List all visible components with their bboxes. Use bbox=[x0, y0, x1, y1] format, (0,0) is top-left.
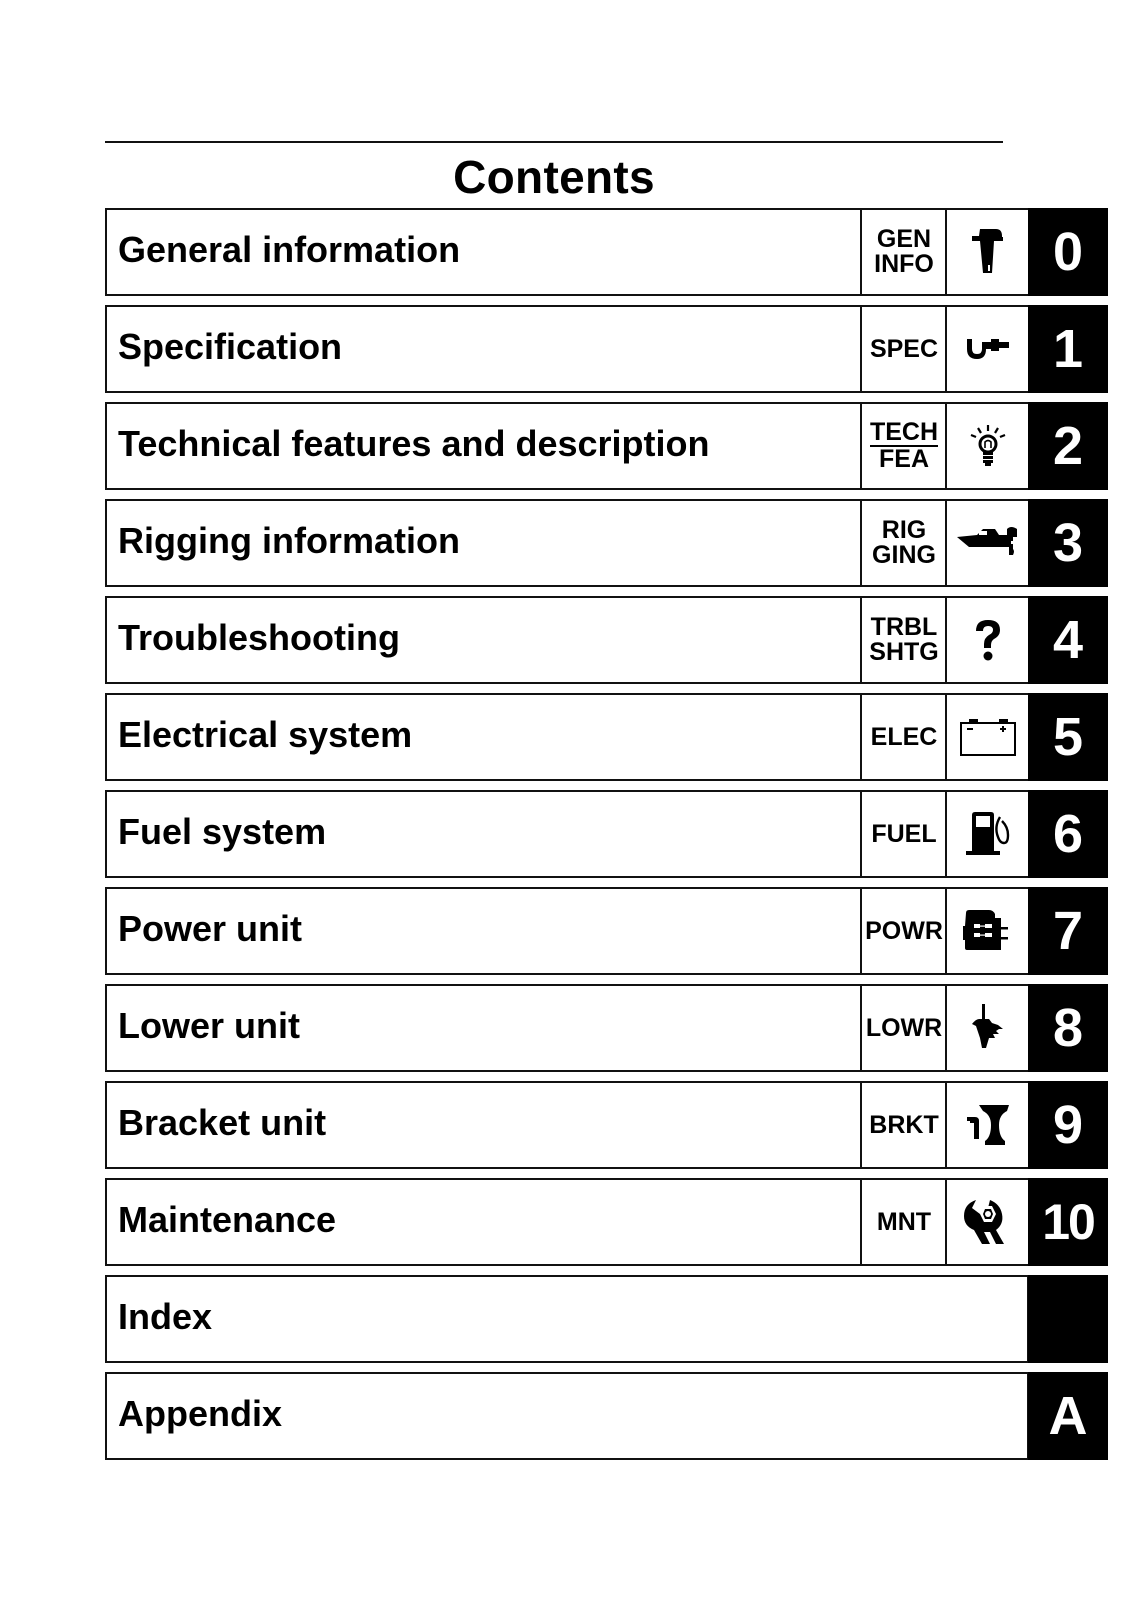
section-code bbox=[860, 1081, 946, 1169]
section-tab[interactable]: 3 bbox=[1028, 499, 1108, 587]
section-code bbox=[860, 1178, 946, 1266]
fuel-pump-icon bbox=[964, 811, 1012, 857]
section-icon-cell bbox=[945, 402, 1029, 490]
section-tab[interactable] bbox=[1028, 1275, 1108, 1363]
section-tab[interactable]: A bbox=[1028, 1372, 1108, 1460]
light-bulb-icon bbox=[969, 424, 1007, 468]
section-title[interactable]: Maintenance bbox=[105, 1178, 861, 1266]
section-icon-cell bbox=[945, 305, 1029, 393]
section-code-line1: FUEL bbox=[871, 819, 937, 848]
wrench-nut-icon bbox=[962, 1198, 1014, 1246]
section-tab[interactable]: 9 bbox=[1028, 1081, 1108, 1169]
section-code-line2: INFO bbox=[874, 250, 934, 278]
section-title[interactable]: Electrical system bbox=[105, 693, 861, 781]
bracket-icon bbox=[965, 1103, 1011, 1147]
toc-row-lower-unit[interactable] bbox=[105, 984, 1108, 1072]
section-tab[interactable]: 7 bbox=[1028, 887, 1108, 975]
micrometer-icon bbox=[965, 336, 1011, 362]
section-title[interactable]: Index bbox=[105, 1275, 1029, 1363]
section-title[interactable]: Troubleshooting bbox=[105, 596, 861, 684]
section-tab[interactable]: 6 bbox=[1028, 790, 1108, 878]
section-tab[interactable]: 10 bbox=[1028, 1178, 1108, 1266]
section-code-line1: GEN bbox=[876, 225, 932, 253]
section-icon-cell bbox=[945, 1081, 1029, 1169]
section-icon-cell bbox=[945, 208, 1029, 296]
toc-row-bracket-unit[interactable] bbox=[105, 1081, 1108, 1169]
section-title[interactable]: Technical features and description bbox=[105, 402, 861, 490]
toc-row-rigging-information[interactable] bbox=[105, 499, 1108, 587]
section-code-line1: TECH bbox=[869, 418, 939, 446]
section-code-line2: FEA bbox=[879, 445, 929, 473]
section-tab[interactable]: 1 bbox=[1028, 305, 1108, 393]
section-code-line1: RIG bbox=[881, 516, 927, 544]
toc-row-power-unit[interactable] bbox=[105, 887, 1108, 975]
toc-row-general-information[interactable] bbox=[105, 208, 1108, 296]
section-title[interactable]: Appendix bbox=[105, 1372, 1029, 1460]
section-icon-cell bbox=[945, 790, 1029, 878]
section-title[interactable]: Fuel system bbox=[105, 790, 861, 878]
toc-row-technical-features[interactable] bbox=[105, 402, 1108, 490]
section-code-line1: MNT bbox=[876, 1207, 932, 1236]
section-title[interactable]: Lower unit bbox=[105, 984, 861, 1072]
section-code bbox=[860, 984, 946, 1072]
section-icon-cell bbox=[945, 887, 1029, 975]
toc-row-maintenance[interactable] bbox=[105, 1178, 1108, 1266]
section-tab[interactable]: 2 bbox=[1028, 402, 1108, 490]
section-code bbox=[860, 790, 946, 878]
section-code-line2: SHTG bbox=[869, 638, 939, 666]
section-code-line1: LOWR bbox=[865, 1013, 943, 1042]
section-icon-cell bbox=[945, 984, 1029, 1072]
section-icon-cell bbox=[945, 499, 1029, 587]
section-code-line2: GING bbox=[872, 541, 936, 569]
section-icon-cell bbox=[945, 596, 1029, 684]
page-title: Contents bbox=[453, 151, 655, 203]
section-code-line1: BRKT bbox=[869, 1110, 939, 1139]
question-mark-icon bbox=[972, 618, 1004, 662]
toc-row-index[interactable] bbox=[105, 1275, 1108, 1363]
top-rule bbox=[105, 141, 1003, 143]
toc-row-electrical-system[interactable] bbox=[105, 693, 1108, 781]
section-code bbox=[860, 596, 946, 684]
outboard-motor-icon bbox=[971, 227, 1005, 277]
section-code bbox=[860, 887, 946, 975]
section-code bbox=[860, 208, 946, 296]
section-code-line1: ELEC bbox=[870, 722, 938, 751]
section-tab[interactable]: 0 bbox=[1028, 208, 1108, 296]
battery-icon bbox=[959, 717, 1017, 757]
section-icon-cell bbox=[945, 693, 1029, 781]
section-tab[interactable]: 5 bbox=[1028, 693, 1108, 781]
toc-row-troubleshooting[interactable] bbox=[105, 596, 1108, 684]
section-title[interactable]: Power unit bbox=[105, 887, 861, 975]
boat-icon bbox=[955, 525, 1021, 561]
engine-block-icon bbox=[962, 909, 1014, 953]
section-code-line1: POWR bbox=[865, 916, 943, 945]
section-code-line1: TRBL bbox=[870, 613, 938, 641]
section-code bbox=[860, 499, 946, 587]
lower-unit-icon bbox=[968, 1003, 1008, 1053]
section-title[interactable]: Specification bbox=[105, 305, 861, 393]
section-title[interactable]: Rigging information bbox=[105, 499, 861, 587]
section-title[interactable]: General information bbox=[105, 208, 861, 296]
section-code bbox=[860, 693, 946, 781]
toc-row-fuel-system[interactable] bbox=[105, 790, 1108, 878]
toc-row-specification[interactable] bbox=[105, 305, 1108, 393]
section-title[interactable]: Bracket unit bbox=[105, 1081, 861, 1169]
section-code bbox=[860, 305, 946, 393]
section-tab[interactable]: 4 bbox=[1028, 596, 1108, 684]
section-code bbox=[860, 402, 946, 490]
section-icon-cell bbox=[945, 1178, 1029, 1266]
section-code-line1: SPEC bbox=[869, 334, 939, 363]
toc-row-appendix[interactable] bbox=[105, 1372, 1108, 1460]
section-tab[interactable]: 8 bbox=[1028, 984, 1108, 1072]
